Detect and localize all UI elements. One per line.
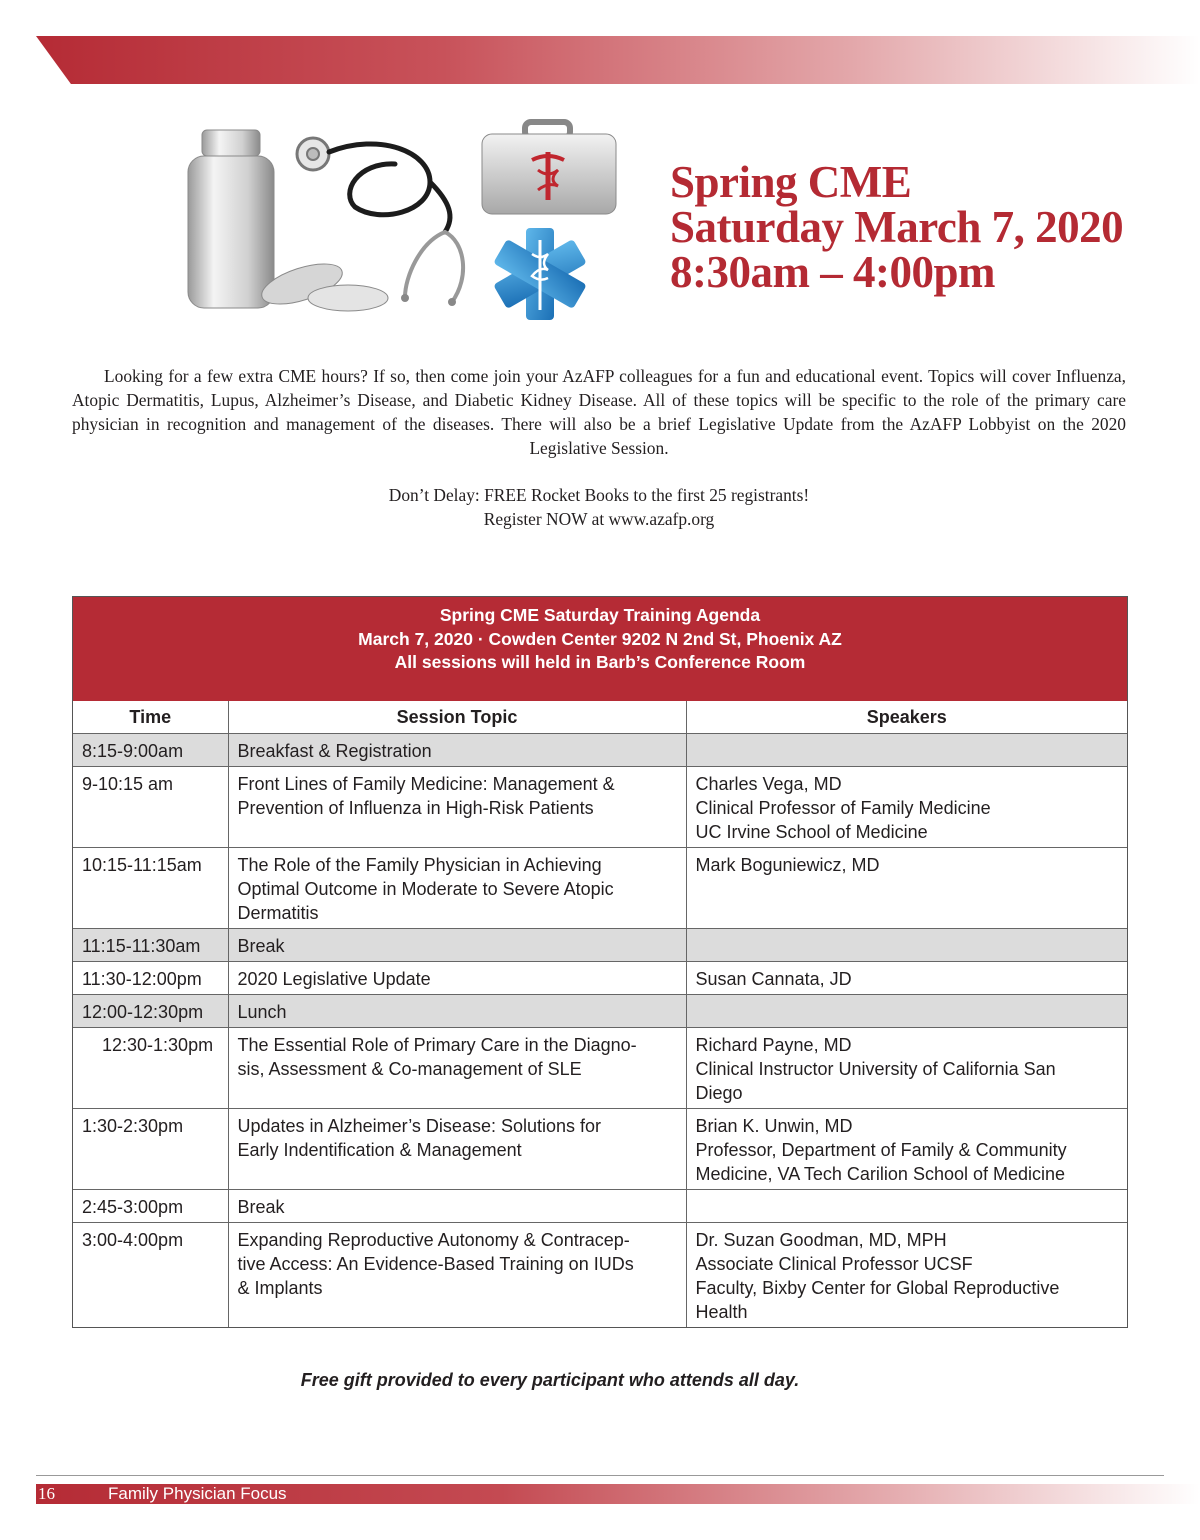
- session-topic-line: The Essential Role of Primary Care in the Diagno-: [237, 1035, 637, 1055]
- session-time: 11:15-11:30am: [73, 929, 228, 962]
- free-gift-note: Free gift provided to every participant who attends all day.: [300, 1370, 800, 1390]
- table-row: [73, 1028, 1127, 1109]
- speaker-line: Diego: [695, 1083, 743, 1103]
- session-speakers: [686, 995, 1127, 1028]
- table-row: [73, 929, 1127, 962]
- session-topic: [228, 734, 686, 767]
- session-time: 11:30-12:00pm: [73, 962, 228, 995]
- table-header-row: [73, 701, 1127, 734]
- event-time: 8:30am – 4:00pm: [670, 247, 995, 297]
- session-topic-line: tive Access: An Evidence-Based Training on IUDs: [237, 1254, 634, 1274]
- session-speakers: [686, 1223, 1127, 1328]
- table-row: [73, 962, 1127, 995]
- intro-section: [72, 364, 1126, 460]
- session-speakers: [686, 1109, 1127, 1190]
- session-topic: [228, 1223, 686, 1328]
- event-title: Spring CME: [670, 157, 912, 207]
- publication-name: Family Physician Focus: [108, 1484, 287, 1503]
- session-topic-line: The Role of the Family Physician in Achieving: [237, 855, 602, 875]
- session-speakers: [686, 1190, 1127, 1223]
- speaker-line: Mark Boguniewicz, MD: [695, 855, 880, 875]
- table-row: [73, 767, 1127, 848]
- column-header-topic: Session Topic: [228, 701, 686, 734]
- session-topic-line: Early Indentification & Management: [237, 1140, 522, 1160]
- session-topic: [228, 1028, 686, 1109]
- session-time: 8:15-9:00am: [73, 734, 228, 767]
- session-topic-line: Updates in Alzheimer’s Disease: Solutions for: [237, 1116, 602, 1136]
- session-topic-line: Prevention of Influenza in High-Risk Patients: [237, 798, 594, 818]
- speaker-line: Clinical Professor of Family Medicine: [695, 798, 991, 818]
- top-banner: [36, 36, 1200, 84]
- session-topic: [228, 995, 686, 1028]
- agenda-header: [73, 597, 1127, 701]
- agenda-title: Spring CME Saturday Training Agenda: [439, 605, 761, 625]
- column-header-time: Time: [73, 701, 228, 734]
- agenda-subtitle: March 7, 2020 · Cowden Center 9202 N 2nd St, Phoenix AZ: [358, 628, 842, 649]
- session-topic: [228, 848, 686, 929]
- session-topic-line: Dermatitis: [237, 903, 319, 923]
- register-line: Register NOW at www.azafp.org: [483, 509, 715, 529]
- medical-illustration: [180, 112, 640, 327]
- medical-case-icon: [482, 122, 616, 214]
- session-speakers: [686, 929, 1127, 962]
- speaker-line: Medicine, VA Tech Carilion School of Medicine: [695, 1164, 1066, 1184]
- session-speakers: [686, 1028, 1127, 1109]
- session-topic-line: & Implants: [237, 1278, 323, 1298]
- session-time: 3:00-4:00pm: [73, 1223, 228, 1328]
- speaker-line: UC Irvine School of Medicine: [695, 822, 928, 842]
- event-date: Saturday March 7, 2020: [670, 202, 1124, 252]
- session-topic-line: Optimal Outcome in Moderate to Severe Atopic: [237, 879, 614, 899]
- star-of-life-icon: [493, 228, 587, 320]
- table-row: [73, 848, 1127, 929]
- speaker-line: Susan Cannata, JD: [695, 969, 852, 989]
- promo-section: [72, 483, 1126, 531]
- session-time: 12:00-12:30pm: [73, 995, 228, 1028]
- session-topic: [228, 962, 686, 995]
- speaker-line: Faculty, Bixby Center for Global Reproductive: [695, 1278, 1060, 1298]
- session-topic-line: Expanding Reproductive Autonomy & Contracep-: [237, 1230, 630, 1250]
- event-heading: [670, 157, 1124, 297]
- session-time: 2:45-3:00pm: [73, 1190, 228, 1223]
- session-time: 9-10:15 am: [73, 767, 228, 848]
- session-topic: [228, 1190, 686, 1223]
- table-row: [73, 734, 1127, 767]
- session-topic-line: 2020 Legislative Update: [237, 969, 431, 989]
- speaker-line: Dr. Suzan Goodman, MD, MPH: [695, 1230, 947, 1250]
- page-number: 16: [38, 1484, 55, 1503]
- session-topic-line: Break: [237, 936, 285, 956]
- agenda-table: [73, 701, 1127, 1327]
- session-topic: [228, 929, 686, 962]
- session-speakers: [686, 962, 1127, 995]
- session-speakers: [686, 734, 1127, 767]
- session-speakers: [686, 848, 1127, 929]
- pill-bottle-icon: [188, 130, 274, 308]
- session-time: 12:30-1:30pm: [73, 1028, 228, 1109]
- table-row: [73, 1223, 1127, 1328]
- column-header-speakers: Speakers: [686, 701, 1127, 734]
- table-row: [73, 995, 1127, 1028]
- session-topic-line: Breakfast & Registration: [237, 741, 432, 761]
- promo-offer: Don’t Delay: FREE Rocket Books to the first 25 registrants!: [388, 485, 810, 505]
- table-row: [73, 1190, 1127, 1223]
- pills-icon: [257, 256, 388, 312]
- speaker-line: Health: [695, 1302, 748, 1322]
- agenda-location: All sessions will held in Barb’s Conference Room: [394, 652, 806, 672]
- speaker-line: Charles Vega, MD: [695, 774, 842, 794]
- session-topic-line: sis, Assessment & Co-management of SLE: [237, 1059, 582, 1079]
- session-topic: [228, 767, 686, 848]
- footer-divider: [36, 1475, 1164, 1476]
- speaker-line: Richard Payne, MD: [695, 1035, 852, 1055]
- intro-paragraph: Looking for a few extra CME hours? If so, then come join your AzAFP colleagues for a fun and educational event. Topics will cover Influenza, Atopic Dermatitis, Lupus, Alzheimer’s Disease, and Diabetic Kidney Disease. All of these topics will be specific to the role of the primary care physician in recognition and management of the diseases. There will also be a brief Legislative Update from the AzAFP Lobbyist on the 2020 Legislative Session.: [72, 366, 1126, 458]
- session-topic-line: Front Lines of Family Medicine: Management &: [237, 774, 615, 794]
- speaker-line: Professor, Department of Family & Community: [695, 1140, 1067, 1160]
- speaker-line: Clinical Instructor University of California San: [695, 1059, 1056, 1079]
- session-time: 1:30-2:30pm: [73, 1109, 228, 1190]
- session-time: 10:15-11:15am: [73, 848, 228, 929]
- session-topic: [228, 1109, 686, 1190]
- speaker-line: Brian K. Unwin, MD: [695, 1116, 853, 1136]
- agenda-table-container: [72, 596, 1128, 1328]
- session-topic-line: Lunch: [237, 1002, 287, 1022]
- speaker-line: Associate Clinical Professor UCSF: [695, 1254, 973, 1274]
- session-topic-line: Break: [237, 1197, 285, 1217]
- session-speakers: [686, 767, 1127, 848]
- table-row: [73, 1109, 1127, 1190]
